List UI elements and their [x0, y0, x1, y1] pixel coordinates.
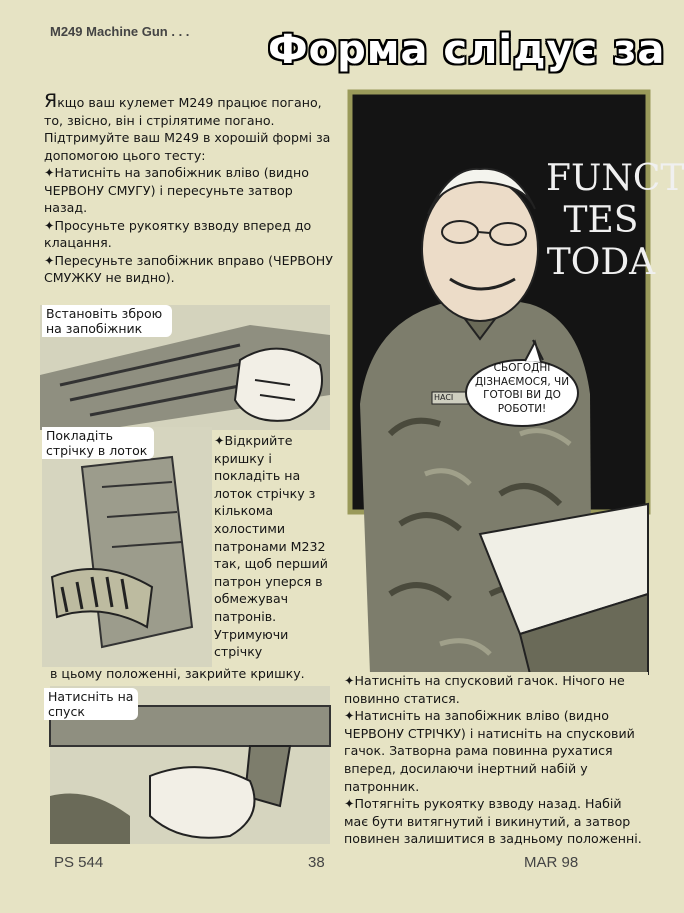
chalkboard-text — [546, 158, 684, 284]
speech-bubble-text: СЬОГОДНІ ДІЗНАЄМОСЯ, ЧИ ГОТОВІ ВИ ДО РОБОТИ! — [474, 362, 570, 415]
intro-text — [44, 90, 336, 287]
footer-date: MAR 98 — [524, 854, 579, 871]
intro-bullet: ✦Натисніть на запобіжник вліво (видно ЧЕРВОНУ СМУГУ) і пересуньте затвор назад. — [44, 165, 309, 215]
intro-lead: Якщо ваш кулемет M249 працює погано, то, звісно, він і стрілятиме погано. Підтримуйте ваш M249 в хорошій формі за допомогою цього тесту: — [44, 90, 331, 163]
page-title: Форма слідує за — [268, 27, 666, 73]
footer-issue: PS 544 — [54, 854, 104, 871]
procedure-step: ✦Потягніть рукоятку взводу назад. Набій має бути витягнутий і викинутий, а затвор повинен залишитися в задньому положенні. — [344, 796, 642, 847]
procedure-step: ✦Натисніть на запобіжник вліво (видно ЧЕРВОНУ СТРІЧКУ) і натисніть на спусковий гачок. Затворна рама повинна рухатися вперед, досилаючи інертний набій у патронник. — [344, 708, 635, 794]
procedure-step: ✦Натисніть на спусковий гачок. Нічого не повинно статися. — [344, 673, 625, 706]
footer-page-number: 38 — [308, 854, 325, 871]
intro-bullet: ✦Просуньте рукоятку взводу вперед до клацання. — [44, 217, 312, 250]
safety-label: Встановіть зброю на запобіжник — [42, 305, 172, 337]
running-head: M249 Machine Gun . . . — [50, 24, 190, 39]
board-line-2: TES — [563, 200, 639, 241]
belt-label: Покладіть стрічку в лоток — [42, 427, 154, 459]
belt-instructions: ✦Відкрийте кришку і покладіть на лоток стрічку з кількома холостими патронами M232 так, щоб перший патрон уперся в обмежувач патронів. Утримуючи стрічку — [214, 433, 328, 660]
intro-bullet: ✦Пересуньте запобіжник вправо (ЧЕРВОНУ СМУЖКУ не видно). — [44, 252, 333, 285]
procedure-text — [342, 672, 648, 848]
belt-instructions-tail: в цьому положенні, закрийте кришку. — [50, 666, 305, 681]
dropcap: Я — [44, 90, 58, 112]
nametag-text: HACI — [434, 393, 454, 402]
board-line-1: FUNCT — [546, 158, 684, 199]
belt-panel-illustration — [42, 427, 212, 667]
trigger-label: Натисніть на спуск — [44, 688, 138, 720]
board-line-3: TODA — [546, 242, 656, 283]
speech-bubble — [463, 338, 581, 428]
